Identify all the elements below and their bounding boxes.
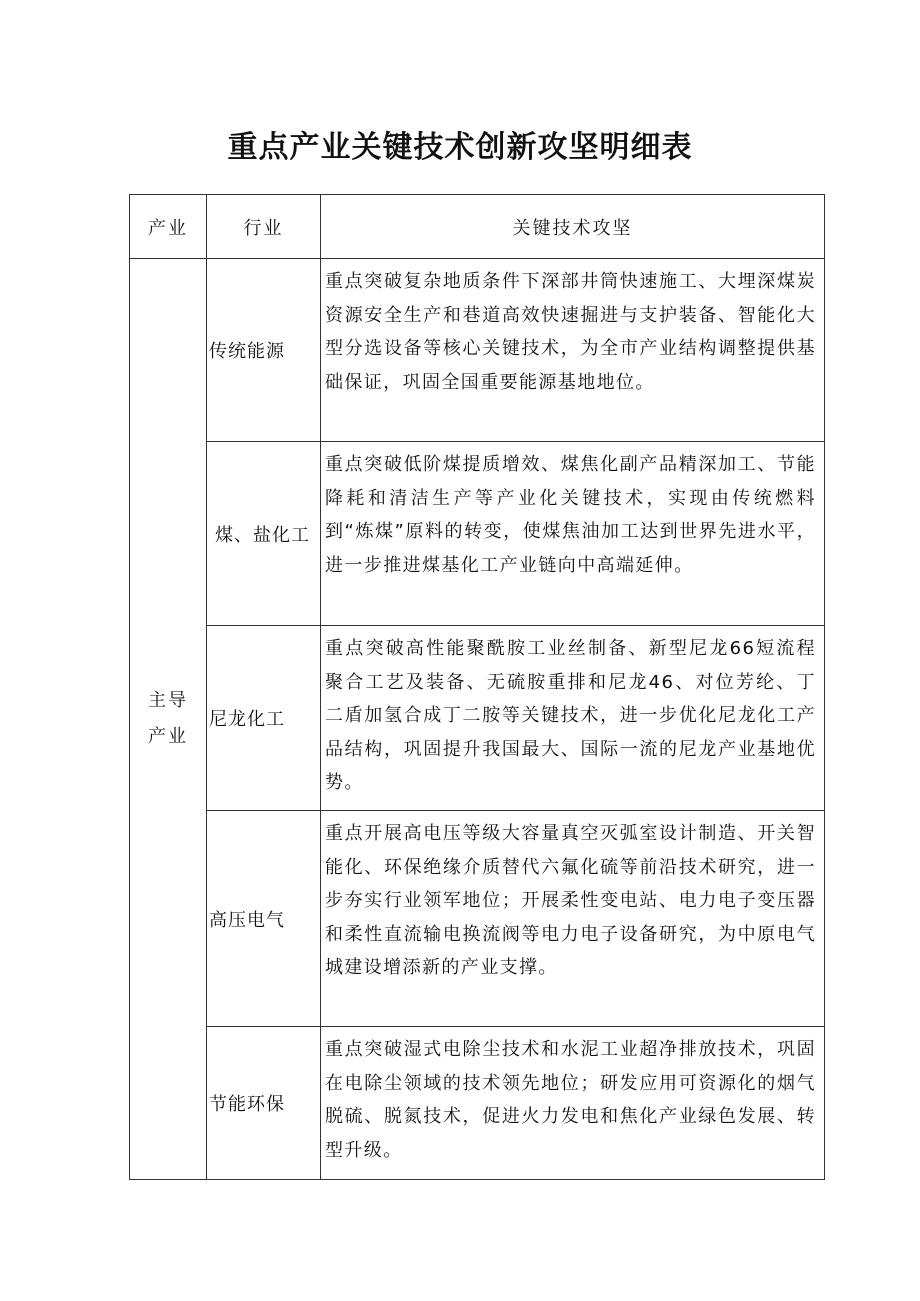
table-row (130, 442, 825, 626)
detail-table (129, 194, 825, 1180)
industry-label-line1: 主导 (148, 690, 188, 711)
page-title: 重点产业关键技术创新攻坚明细表 (227, 130, 693, 165)
header-sector: 行业 (207, 195, 321, 259)
sector-cell: 节能环保 (207, 1027, 321, 1180)
header-industry: 产业 (130, 195, 207, 259)
table-row (130, 259, 825, 442)
sector-cell: 尼龙化工 (207, 626, 321, 811)
table-row (130, 626, 825, 811)
tech-cell: 重点突破高性能聚酰胺工业丝制备、新型尼龙66短流程聚合工艺及装备、无硫胺重排和尼龙46、对位芳纶、丁二盾加氢合成丁二胺等关键技术，进一步优化尼龙化工产品结构，巩固提升我国最大、国际一流的尼龙产业基地优势。 (321, 626, 825, 811)
industry-label-line2: 产业 (148, 726, 188, 747)
sector-cell: 煤、盐化工 (207, 442, 321, 626)
table-row (130, 811, 825, 1027)
tech-cell: 重点突破复杂地质条件下深部井筒快速施工、大埋深煤炭资源安全生产和巷道高效快速掘进与支护装备、智能化大型分选设备等核心关键技术，为全市产业结构调整提供基础保证，巩固全国重要能源基地地位。 (321, 259, 825, 442)
tech-cell: 重点开展高电压等级大容量真空灭弧室设计制造、开关智能化、环保绝缘介质替代六氟化硫等前沿技术研究，进一步夯实行业领军地位；开展柔性变电站、电力电子变压器和柔性直流输电换流阀等电力电子设备研究，为中原电气城建设增添新的产业支撑。 (321, 811, 825, 1027)
tech-cell: 重点突破低阶煤提质增效、煤焦化副产品精深加工、节能降耗和清洁生产等产业化关键技术，实现由传统燃料到“炼煤”原料的转变，使煤焦油加工达到世界先进水平，进一步推进煤基化工产业链向中高端延伸。 (321, 442, 825, 626)
table-row (130, 1027, 825, 1180)
sector-cell: 高压电气 (207, 811, 321, 1027)
header-tech: 关键技术攻坚 (321, 195, 825, 259)
sector-cell: 传统能源 (207, 259, 321, 442)
tech-cell: 重点突破湿式电除尘技术和水泥工业超净排放技术，巩固在电除尘领域的技术领先地位；研发应用可资源化的烟气脱硫、脱氮技术，促进火力发电和焦化产业绿色发展、转型升级。 (321, 1027, 825, 1180)
table-header-row (130, 195, 825, 259)
industry-cell (130, 259, 207, 1180)
